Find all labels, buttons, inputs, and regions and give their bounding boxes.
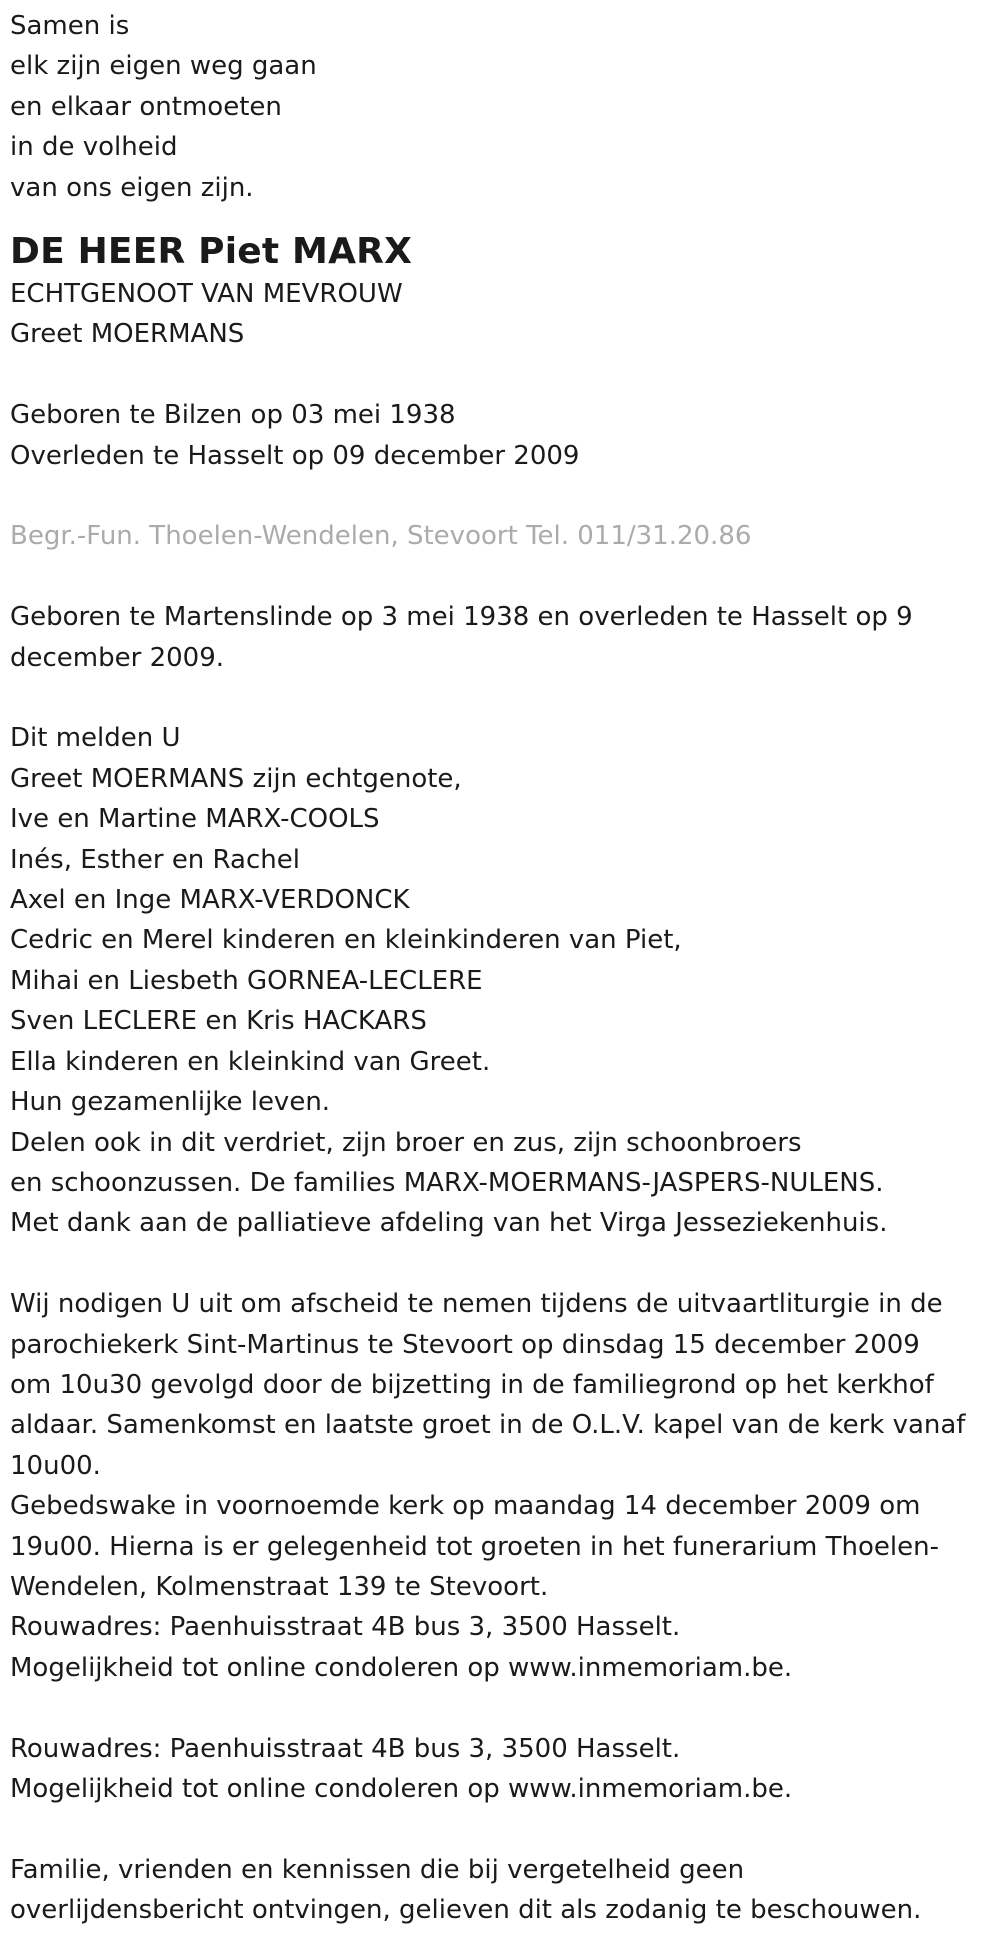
death-line: Overleden te Hasselt op 09 december 2009 [10, 440, 580, 471]
announcement-line: Mihai en Liesbeth GORNEA-LECLERE [10, 965, 483, 996]
spacer [10, 678, 1000, 718]
address-paragraph [10, 1729, 1000, 1810]
spacer [10, 476, 1000, 516]
announcement-line: Delen ook in dit verdriet, zijn broer en zus, zijn schoonbroers [10, 1127, 802, 1158]
poem-line: Samen is [10, 11, 130, 41]
announcement-line: Sven LECLERE en Kris HACKARS [10, 1006, 427, 1037]
ceremony-line: om 10u30 gevolgd door de bijzetting in de familiegrond op het kerkhof [10, 1369, 934, 1400]
ceremony-line: Wendelen, Kolmenstraat 139 te Stevoort. [10, 1571, 549, 1602]
ceremony-line: parochiekerk Sint-Martinus te Stevoort op dinsdag 15 december 2009 [10, 1329, 920, 1360]
poem-line: in de volheid [10, 132, 178, 163]
ceremony-line: Rouwadres: Paenhuisstraat 4B bus 3, 3500 Hasselt. [10, 1612, 681, 1643]
spouse-title: ECHTGENOOT VAN MEVROUW [10, 279, 403, 310]
spacer [10, 208, 1000, 230]
announcement-line: Ive en Martine MARX-COOLS [10, 804, 380, 835]
announcement-line: Greet MOERMANS zijn echtgenote, [10, 763, 462, 794]
spouse-name: Greet MOERMANS [10, 319, 245, 350]
ceremony-line: 10u00. [10, 1450, 101, 1481]
announcement-line: Inés, Esther en Rachel [10, 844, 300, 875]
announcement-line: Cedric en Merel kinderen en kleinkinderen van Piet, [10, 925, 682, 956]
intro-paragraph [10, 597, 1000, 678]
poem-line: van ons eigen zijn. [10, 172, 254, 203]
announcement-line: Axel en Inge MARX-VERDONCK [10, 885, 410, 916]
spacer [10, 355, 1000, 395]
poem-line: elk zijn eigen weg gaan [10, 51, 317, 82]
announcement-line: Ella kinderen en kleinkind van Greet. [10, 1046, 491, 1077]
closing-line: Familie, vrienden en kennissen die bij vergetelheid geen [10, 1854, 745, 1885]
announcement-line: Met dank aan de palliatieve afdeling van het Virga Jesseziekenhuis. [10, 1208, 888, 1239]
closing-paragraph [10, 1850, 1000, 1931]
spacer [10, 557, 1000, 597]
closing-line: overlijdensbericht ontvingen, gelieven dit als zodanig te beschouwen. [10, 1895, 922, 1926]
intro-line: Geboren te Martenslinde op 3 mei 1938 en overleden te Hasselt op 9 [10, 602, 913, 633]
spacer [10, 1244, 1000, 1284]
poem [10, 6, 1000, 208]
intro-line: december 2009. [10, 642, 225, 673]
spacer [10, 1688, 1000, 1728]
spacer [10, 1809, 1000, 1849]
address-line: Rouwadres: Paenhuisstraat 4B bus 3, 3500 Hasselt. [10, 1733, 681, 1764]
ceremony-line: Mogelijkheid tot online condoleren op www.inmemoriam.be. [10, 1652, 793, 1683]
ceremony-line: 19u00. Hierna is er gelegenheid tot groeten in het funerarium Thoelen- [10, 1531, 939, 1562]
announcement-line: Hun gezamenlijke leven. [10, 1087, 331, 1118]
announcement-paragraph [10, 718, 1000, 1243]
funeral-home-contact: Begr.-Fun. Thoelen-Wendelen, Stevoort Tel. 011/31.20.86 [10, 521, 752, 552]
announcement-line: en schoonzussen. De families MARX-MOERMANS-JASPERS-NULENS. [10, 1167, 884, 1198]
condolence-line: Mogelijkheid tot online condoleren op www.inmemoriam.be. [10, 1773, 793, 1804]
ceremony-line: Gebedswake in voornoemde kerk op maandag 14 december 2009 om [10, 1491, 921, 1522]
poem-line: en elkaar ontmoeten [10, 91, 282, 122]
deceased-name: DE HEER Piet MARX [10, 231, 413, 273]
announcement-line: Dit melden U [10, 723, 181, 754]
ceremony-paragraph [10, 1284, 1000, 1688]
ceremony-line: Wij nodigen U uit om afscheid te nemen tijdens de uitvaartliturgie in de [10, 1289, 943, 1320]
deceased-block [10, 230, 1000, 476]
ceremony-line: aldaar. Samenkomst en laatste groet in de O.L.V. kapel van de kerk vanaf [10, 1410, 966, 1441]
birth-line: Geboren te Bilzen op 03 mei 1938 [10, 400, 456, 431]
